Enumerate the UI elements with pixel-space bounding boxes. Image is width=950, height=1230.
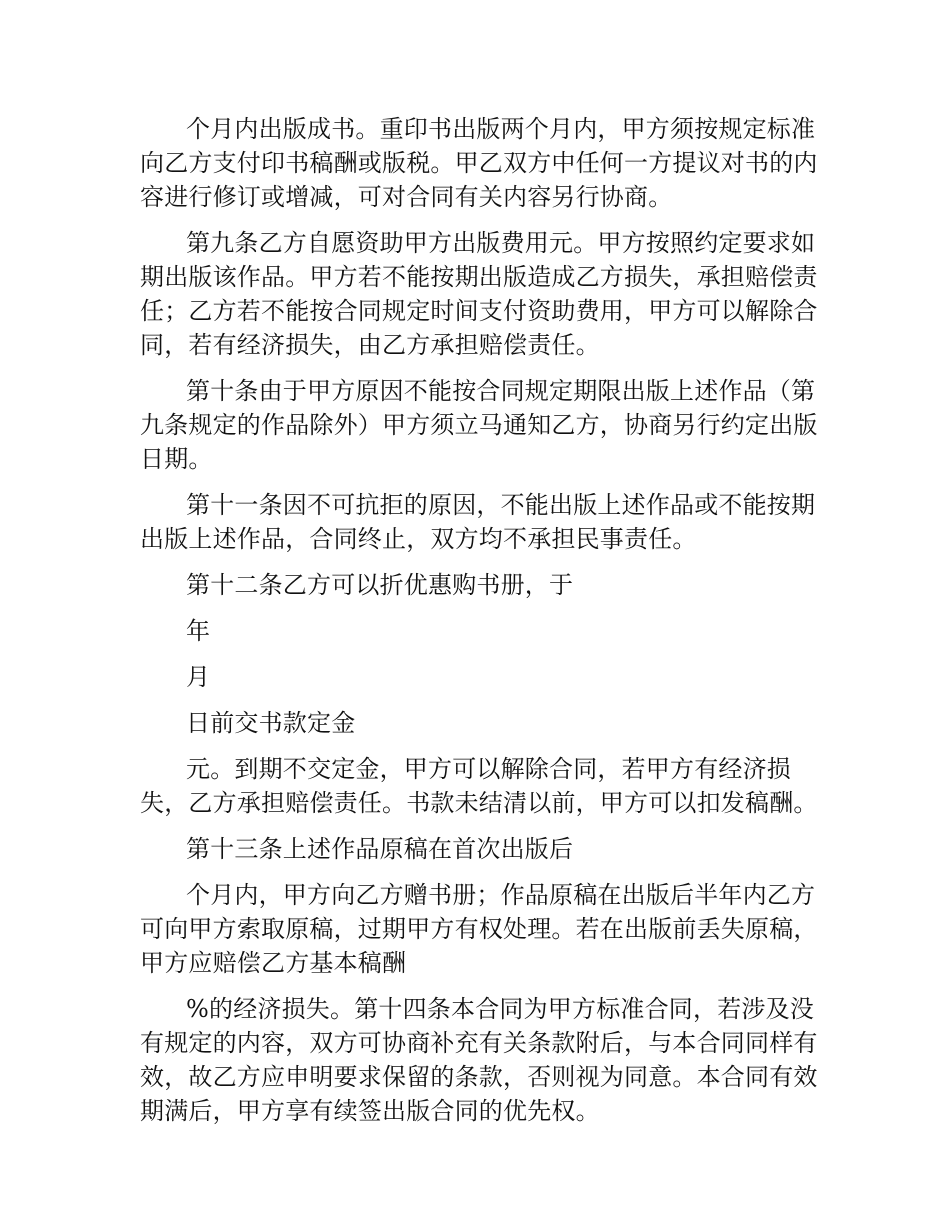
- paragraph-article-13: 第十三条上述作品原稿在首次出版后: [186, 835, 574, 863]
- paragraph-deposit-terms: 元。到期不交定金，甲方可以解除合同，若甲方有经济损失，乙方承担赔偿责任。书款未结清以前，甲方可以扣发稿酬。: [140, 755, 818, 817]
- paragraph-article-9: 第九条乙方自愿资助甲方出版费用元。甲方按照约定要求如期出版该作品。甲方若不能按期出版造成乙方损失，承担赔偿责任；乙方若不能按合同规定时间支付资助费用，甲方可以解除合同，若有经济损失，由乙方承担赔偿责任。: [140, 229, 818, 359]
- paragraph-month-label: 月: [186, 663, 211, 691]
- paragraph-manuscript-return: 个月内，甲方向乙方赠书册；作品原稿在出版后半年内乙方可向甲方索取原稿，过期甲方有权处理。若在出版前丢失原稿，甲方应赔偿乙方基本稿酬: [140, 881, 818, 977]
- paragraph-year-label: 年: [186, 617, 211, 645]
- paragraph-article-12: 第十二条乙方可以折优惠购书册，于: [186, 571, 574, 599]
- paragraph-continuation-reprint: 个月内出版成书。重印书出版两个月内，甲方须按规定标准向乙方支付印书稿酬或版税。甲乙双方中任何一方提议对书的内容进行修订或增减，可对合同有关内容另行协商。: [140, 115, 818, 211]
- paragraph-article-10: 第十条由于甲方原因不能按合同规定期限出版上述作品（第九条规定的作品除外）甲方须立马通知乙方，协商另行约定出版日期。: [140, 377, 818, 473]
- paragraph-day-deposit: 日前交书款定金: [186, 709, 356, 737]
- document-body: [140, 112, 820, 1140]
- paragraph-article-11: 第十一条因不可抗拒的原因，不能出版上述作品或不能按期出版上述作品，合同终止，双方均不承担民事责任。: [140, 491, 816, 553]
- paragraph-article-14: %的经济损失。第十四条本合同为甲方标准合同，若涉及没有规定的内容，双方可协商补充有关条款附后，与本合同同样有效，故乙方应申明要求保留的条款，否则视为同意。本合同有效期满后，甲方享有续签出版合同的优先权。: [140, 995, 818, 1125]
